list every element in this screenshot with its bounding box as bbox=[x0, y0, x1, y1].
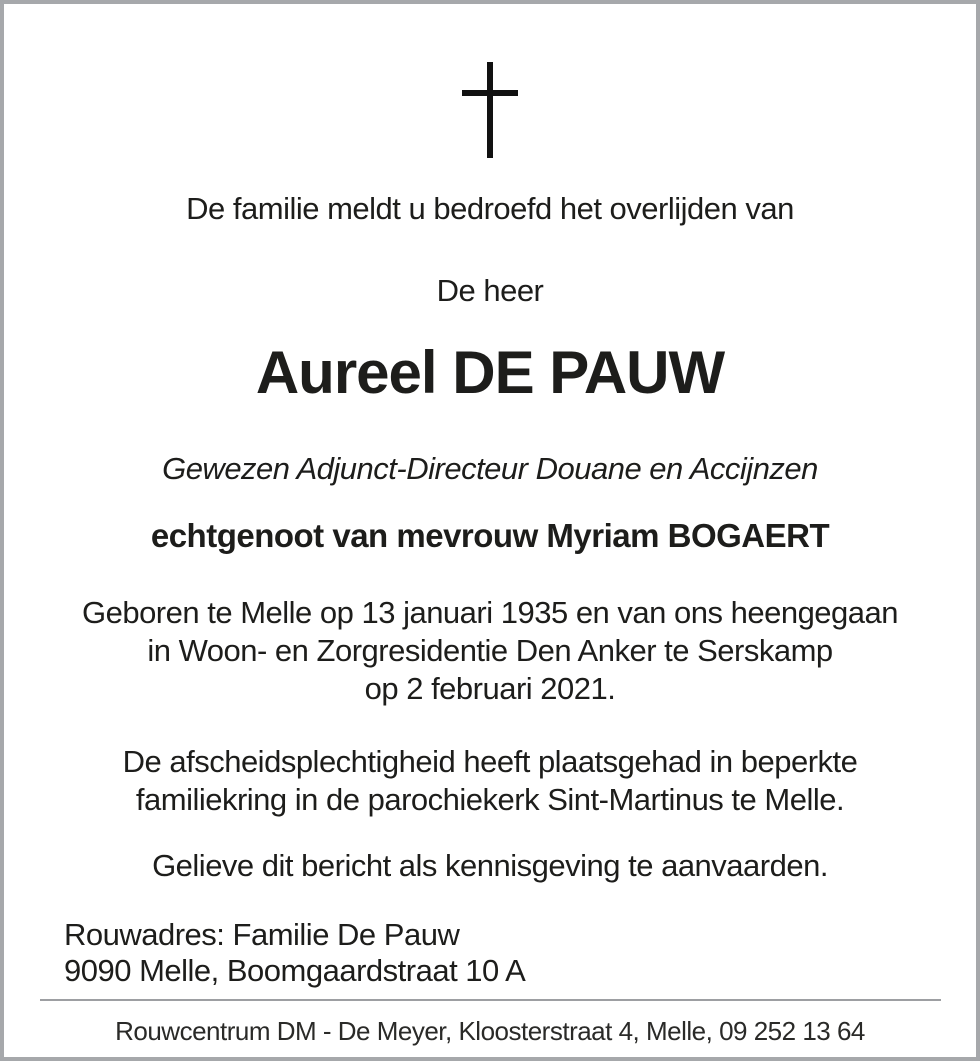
ceremony-line-2: familiekring in de parochiekerk Sint-Martinus te Melle. bbox=[135, 782, 845, 817]
mourning-address bbox=[64, 917, 976, 989]
cross-icon bbox=[462, 62, 518, 158]
former-title-text: Gewezen Adjunct-Directeur Douane en Accijnzen bbox=[162, 451, 818, 486]
salutation-text: De heer bbox=[436, 273, 544, 308]
notice-text: Gelieve dit bericht als kennisgeving te aanvaarden. bbox=[152, 848, 828, 883]
separator-divider bbox=[40, 999, 941, 1001]
cross-horizontal-bar bbox=[462, 90, 518, 96]
life-line-2: in Woon- en Zorgresidentie Den Anker te Serskamp bbox=[147, 633, 833, 668]
funeral-home-footer-text: Rouwcentrum DM - De Meyer, Kloosterstraat 4, Melle, 09 252 13 64 bbox=[115, 1016, 865, 1046]
life-paragraph bbox=[4, 594, 976, 708]
mourning-address-line-1: Rouwadres: Familie De Pauw bbox=[64, 917, 460, 952]
intro-text: De familie meldt u bedroefd het overlijden van bbox=[186, 191, 794, 226]
life-line-3: op 2 februari 2021. bbox=[364, 671, 616, 706]
life-line-1: Geboren te Melle op 13 januari 1935 en van ons heengegaan bbox=[81, 595, 899, 630]
spouse-text: echtgenoot van mevrouw Myriam BOGAERT bbox=[150, 517, 830, 554]
cross-vertical-bar bbox=[487, 62, 493, 158]
ceremony-line-1: De afscheidsplechtigheid heeft plaatsgehad in beperkte bbox=[122, 744, 858, 779]
mourning-address-line-2: 9090 Melle, Boomgaardstraat 10 A bbox=[64, 953, 526, 988]
deceased-name: Aureel DE PAUW bbox=[255, 339, 725, 406]
ceremony-paragraph bbox=[4, 743, 976, 819]
